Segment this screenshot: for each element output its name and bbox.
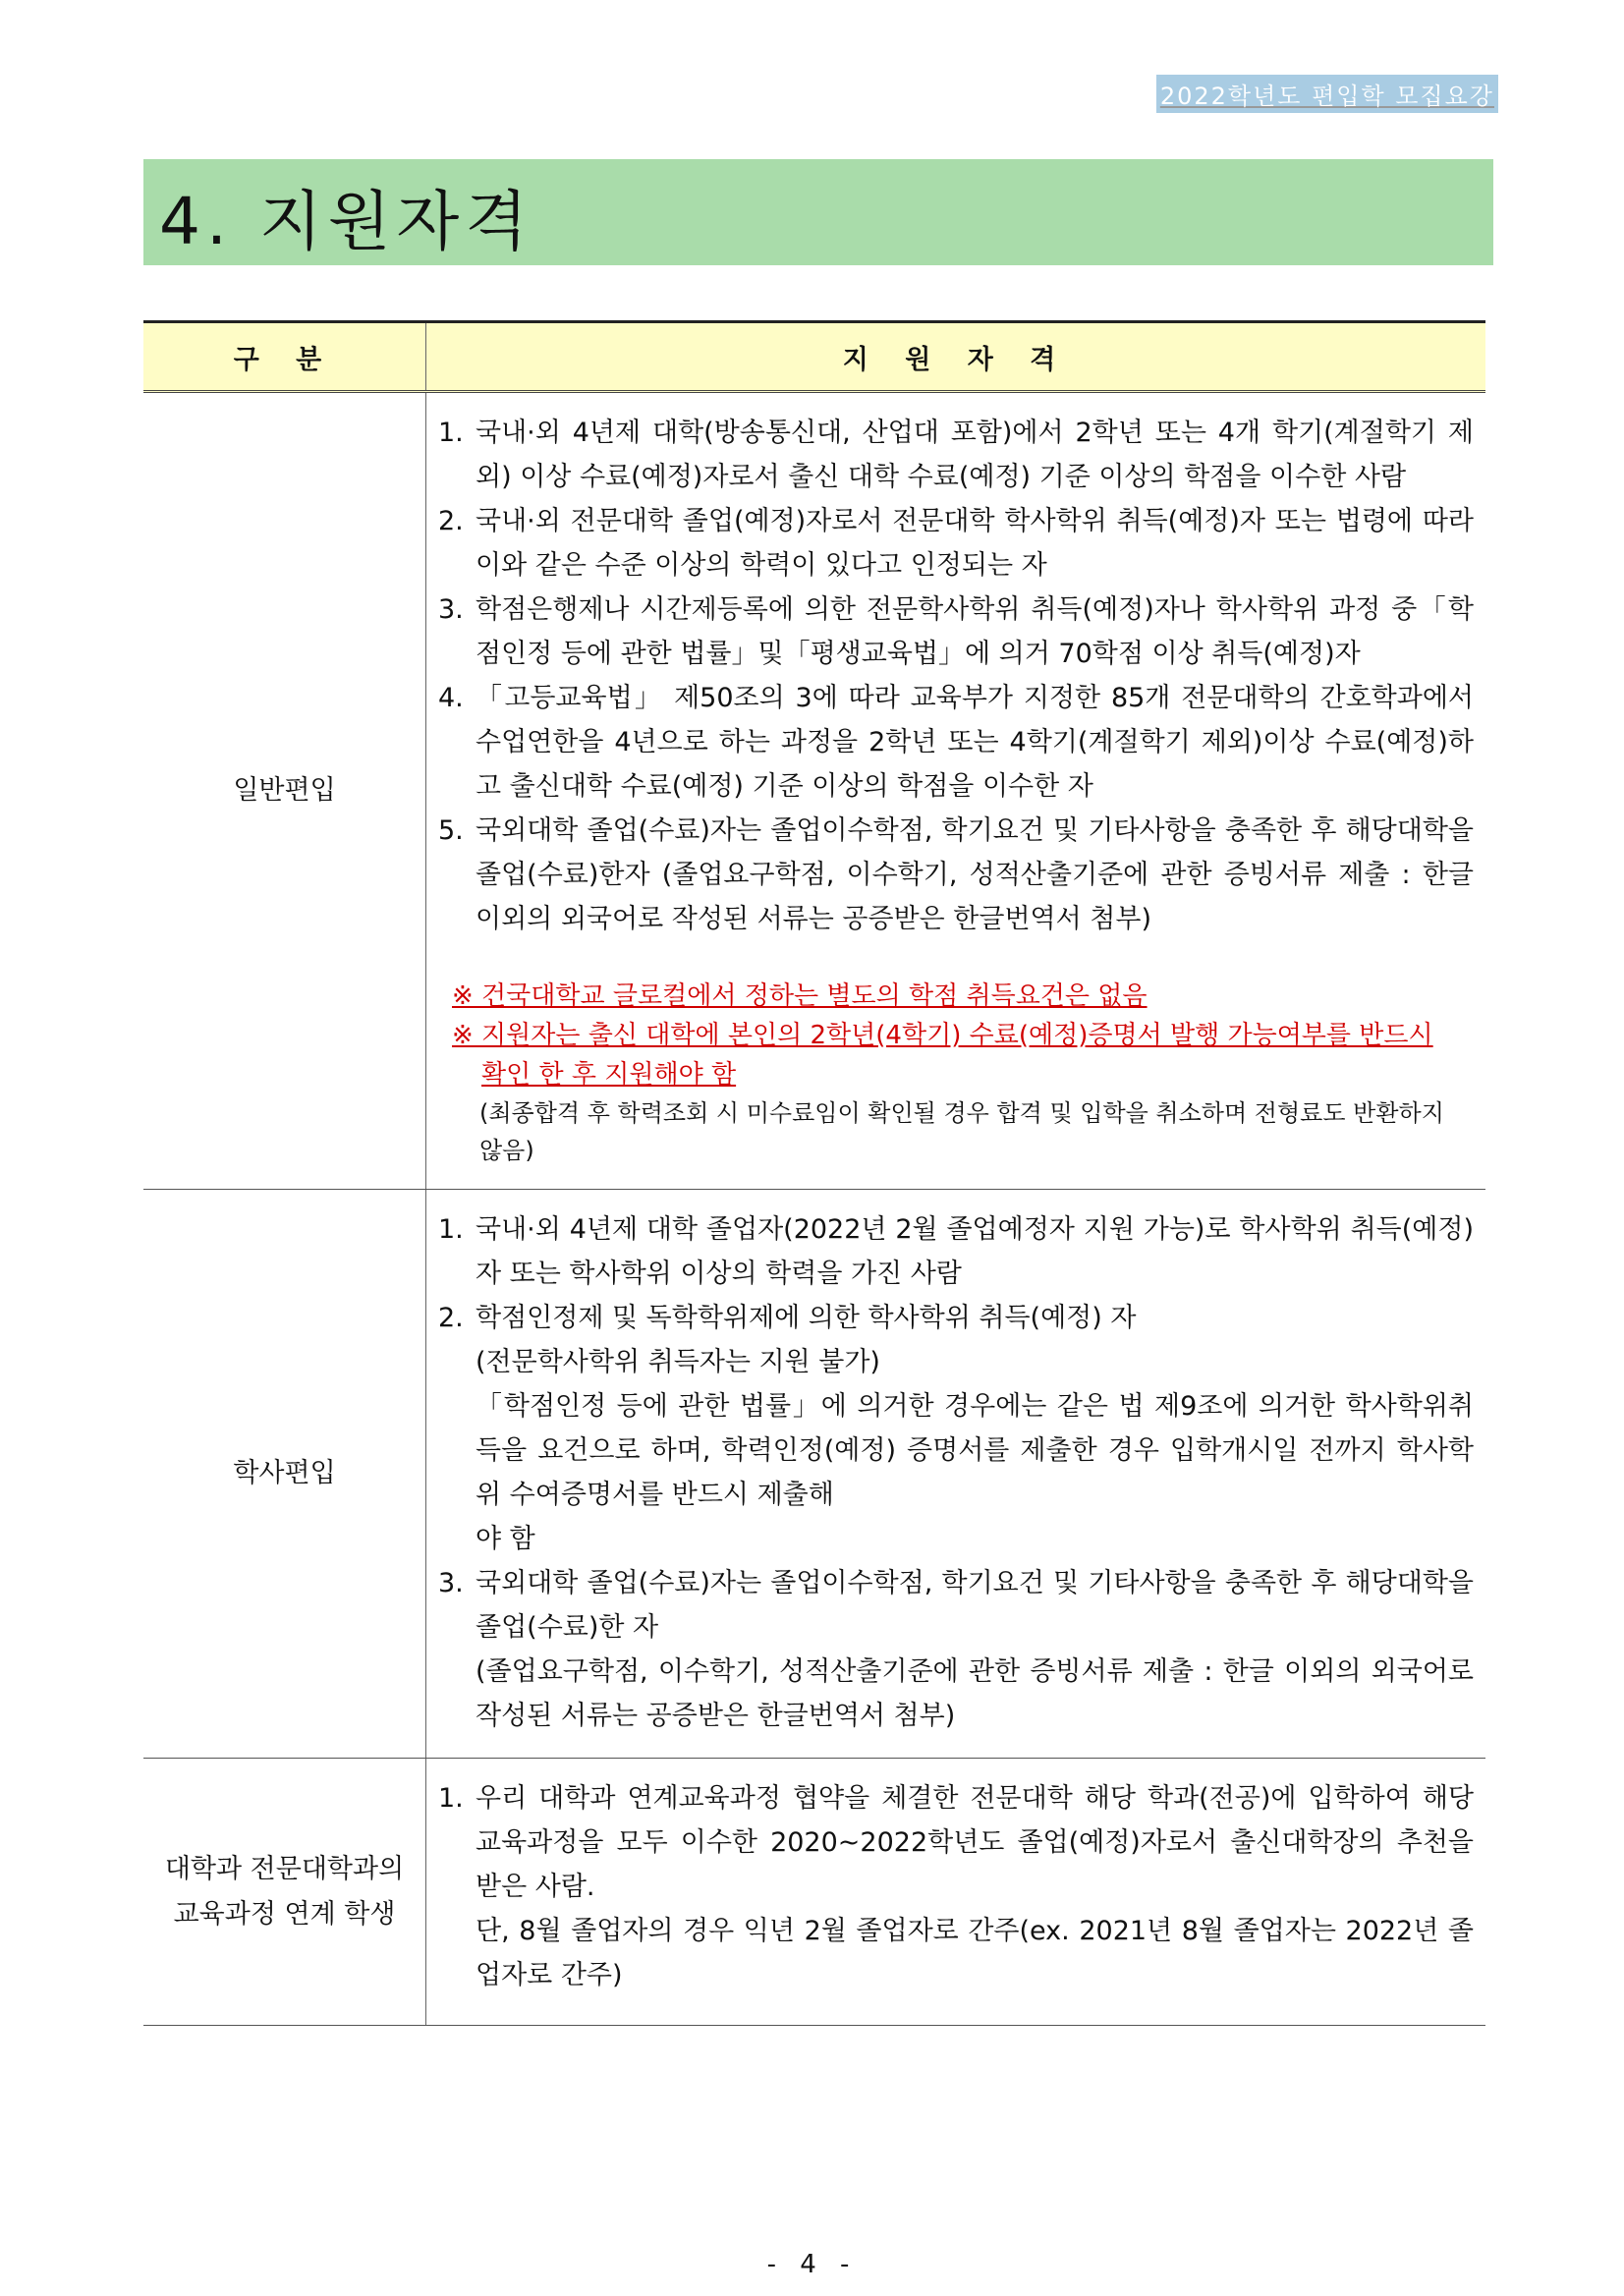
list-item — [438, 1776, 1474, 1909]
item-text: 국외대학 졸업(수료)자는 졸업이수학점, 학기요건 및 기타사항을 충족한 후 해당대학을 졸업(수료)한자 (졸업요구학점, 이수학기, 성적산출기준에 관한 증빙서류 제출 : 한글 이외의 외국어로 작성된 서류는 공증받은 한글번역서 첨부) — [476, 815, 1474, 934]
notice-text: ※ 지원자는 출신 대학에 본인의 2학년(4학기) 수료(예정)증명서 발행 가능여부를 반드시 — [452, 1021, 1433, 1050]
item-subtext: (전문학사학위 취득자는 지원 불가) — [476, 1347, 880, 1377]
category-cell-bachelor: 학사편입 — [143, 1190, 426, 1759]
item-text: 학점인정제 및 독학학위제에 의한 학사학위 취득(예정) 자 — [476, 1303, 1137, 1333]
item-number: 1. — [438, 418, 464, 448]
category-cell-linked — [143, 1759, 426, 2026]
list-item — [438, 1296, 1474, 1340]
column-header-eligibility: 지 원 자 격 — [426, 322, 1486, 392]
list-item — [438, 499, 1474, 588]
item-subtext: (졸업요구학점, 이수학기, 성적산출기준에 관한 증빙서류 제출 : 한글 이외의 외국어로 작성된 서류는 공증받은 한글번역서 첨부) — [476, 1656, 1474, 1731]
document-header-badge: 2022학년도 편입학 모집요강 — [1156, 75, 1498, 113]
category-text: 교육과정 연계 학생 — [173, 1898, 396, 1930]
list-item — [438, 809, 1474, 941]
item-number: 2. — [438, 506, 464, 536]
notice-text: ※ 건국대학교 글로컬에서 정하는 별도의 학점 취득요건은 없음 — [452, 981, 1148, 1011]
list-item — [438, 1207, 1474, 1296]
cancellation-note: (최종합격 후 학력조회 시 미수료임이 확인될 경우 합격 및 입학을 취소하며 전형료도 반환하지 않음) — [479, 1099, 1444, 1164]
column-header-category: 구 분 — [143, 322, 426, 392]
page-number: - 4 - — [766, 2250, 858, 2279]
item-subtext: 「학점인정 등에 관한 법률」에 의거한 경우에는 같은 법 제9조에 의거한 학사학위취득을 요건으로 하며, 학력인정(예정) 증명서를 제출한 경우 입학개시일 전까지 학사학위 수여증명서를 반드시 제출해 — [476, 1391, 1474, 1510]
item-number: 1. — [438, 1214, 464, 1245]
section-title-bar — [143, 159, 1493, 265]
list-item — [438, 588, 1474, 676]
item-text: 학점은행제나 시간제등록에 의한 전문학사학위 취득(예정)자나 학사학위 과정 중「학점인정 등에 관한 법률」및「평생교육법」에 의거 70학점 이상 취득(예정)자 — [476, 594, 1474, 669]
list-item — [438, 1561, 1474, 1650]
list-item — [438, 676, 1474, 809]
notice-text: 확인 한 후 지원해야 함 — [481, 1060, 737, 1090]
list-item — [438, 411, 1474, 499]
table-row-bachelor-transfer — [143, 1190, 1485, 1759]
eligibility-cell-linked — [426, 1759, 1486, 2026]
item-number: 2. — [438, 1303, 464, 1333]
item-text: 국내·외 4년제 대학(방송통신대, 산업대 포함)에서 2학년 또는 4개 학기(계절학기 제외) 이상 수료(예정)자로서 출신 대학 수료(예정) 기준 이상의 학점을 이수한 사람 — [476, 418, 1474, 492]
table-header-row — [143, 322, 1485, 392]
eligibility-cell-general — [426, 392, 1486, 1190]
notice-no-credit-requirement — [438, 977, 1474, 1016]
notice-verify-certificate-cont — [438, 1055, 1474, 1094]
item-text: 「고등교육법」 제50조의 3에 따라 교육부가 지정한 85개 전문대학의 간호학과에서 수업연한을 4년으로 하는 과정을 2학년 또는 4학기(계절학기 제외)이상 수료(예정)하고 출신대학 수료(예정) 기준 이상의 학점을 이수한 자 — [476, 683, 1474, 802]
table-row-linked-curriculum — [143, 1759, 1485, 2026]
notice-verify-certificate — [438, 1016, 1474, 1055]
category-text: 대학과 전문대학과의 — [164, 1853, 405, 1884]
item-subtext: 단, 8월 졸업자의 경우 익년 2월 졸업자로 간주(ex. 2021년 8월 졸업자는 2022년 졸업자로 간주) — [476, 1916, 1474, 1990]
item-number: 1. — [438, 1783, 464, 1814]
item-text: 국내·외 4년제 대학 졸업자(2022년 2월 졸업예정자 지원 가능)로 학사학위 취득(예정)자 또는 학사학위 이상의 학력을 가진 사람 — [476, 1214, 1474, 1289]
category-cell-general: 일반편입 — [143, 392, 426, 1190]
item-number: 5. — [438, 815, 464, 846]
item-text: 우리 대학과 연계교육과정 협약을 체결한 전문대학 해당 학과(전공)에 입학하여 해당 교육과정을 모두 이수한 2020~2022학년도 졸업(예정)자로서 출신대학장의 추천을 받은 사람. — [476, 1783, 1474, 1902]
item-text: 국내·외 전문대학 졸업(예정)자로서 전문대학 학사학위 취득(예정)자 또는 법령에 따라 이와 같은 수준 이상의 학력이 있다고 인정되는 자 — [476, 506, 1474, 581]
section-title: 4. 지원자격 — [159, 184, 533, 259]
table-row-general-transfer — [143, 392, 1485, 1190]
item-number: 3. — [438, 594, 464, 625]
item-number: 3. — [438, 1568, 464, 1598]
item-number: 4. — [438, 683, 464, 713]
item-text: 국외대학 졸업(수료)자는 졸업이수학점, 학기요건 및 기타사항을 충족한 후 해당대학을 졸업(수료)한 자 — [476, 1568, 1474, 1643]
item-subtext: 야 함 — [476, 1524, 535, 1554]
eligibility-cell-bachelor — [426, 1190, 1486, 1759]
eligibility-table — [143, 320, 1485, 2026]
